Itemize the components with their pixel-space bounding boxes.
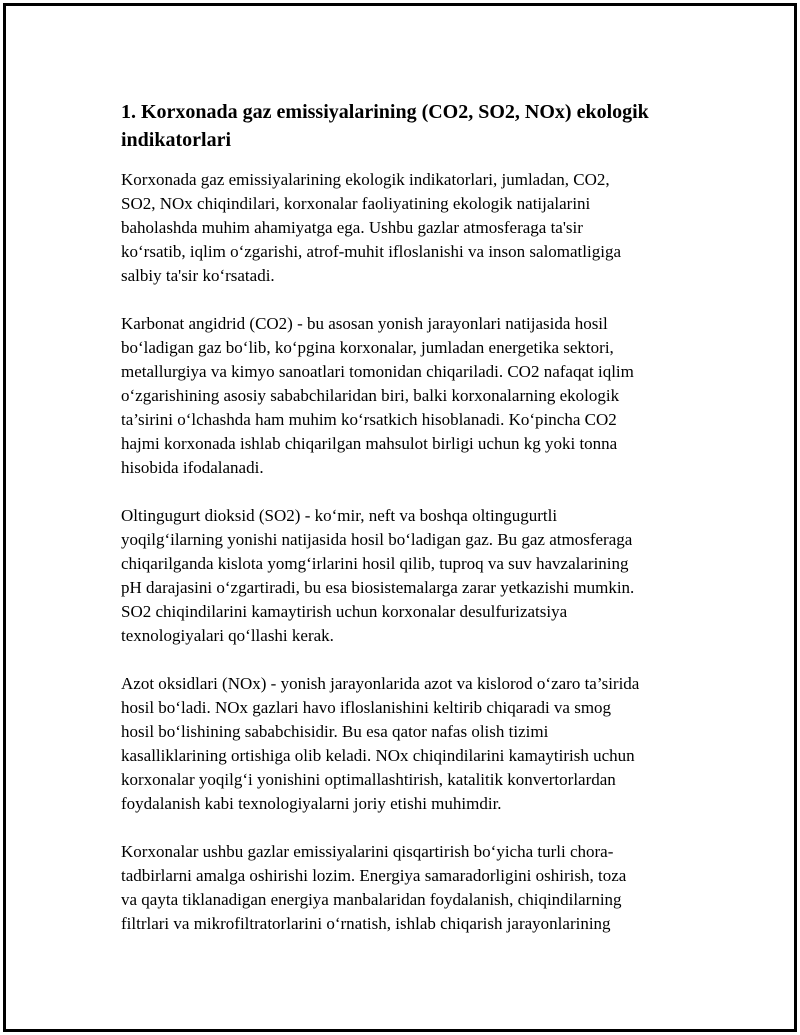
paragraph-intro: Korxonada gaz emissiyalarining ekologik indikatorlari, jumladan, CO2, SO2, NOx chiqindilari, korxonalar faoliyatining ekologik natijalarini baholashda muhim ahamiyatga ega. Ushbu gazlar atmosferaga ta'sir ko‘rsatib, iqlim o‘zgarishi, atrof-muhit ifloslanishi va inson salomatligiga salbiy ta'sir ko‘rsatadi. <box>121 170 621 285</box>
paragraph-measures: Korxonalar ushbu gazlar emissiyalarini qisqartirish bo‘yicha turli chora- tadbirlarni amalga oshirishi lozim. Energiya samaradorligini oshirish, toza va qayta tiklanadigan energiya manbalaridan foydalanish, chiqindilarning filtrlari va mikrofiltratorlarini o‘rnatish, ishlab chiqarish jarayonlarining <box>121 842 627 933</box>
section-heading: 1. Korxonada gaz emissiyalarining (CO2, SO2, NOx) ekologik indikatorlari <box>121 101 649 151</box>
paragraph-co2: Karbonat angidrid (CO2) - bu asosan yonish jarayonlari natijasida hosil bo‘ladigan gaz bo‘lib, ko‘pgina korxonalar, jumladan energetika sektori, metallurgiya va kimyo sanoatlari tomonidan chiqariladi. CO2 nafaqat iqlim o‘zgarishining asosiy sababchilaridan biri, balki korxonalarning ekologik ta’sirini o‘lchashda ham muhim ko‘rsatkich hisoblanadi. Ko‘pincha CO2 hajmi korxonada ishlab chiqarilgan mahsulot birligi uchun kg yoki tonna hisobida ifodalanadi. <box>121 314 634 477</box>
paragraph-so2: Oltingugurt dioksid (SO2) - ko‘mir, neft va boshqa oltingugurtli yoqilg‘ilarning yonishi natijasida hosil bo‘ladigan gaz. Bu gaz atmosferaga chiqarilganda kislota yomg‘irlarini hosil qilib, tuproq va suv havzalarining pH darajasini o‘zgartiradi, bu esa biosistemalarga zarar yetkazishi mumkin. SO2 chiqindilarini kamaytirish uchun korxonalar desulfurizatsiya texnologiyalari qo‘llashi kerak. <box>121 506 635 645</box>
paragraph-nox: Azot oksidlari (NOx) - yonish jarayonlarida azot va kislorod o‘zaro ta’sirida hosil bo‘ladi. NOx gazlari havo ifloslanishini keltirib chiqaradi va smog hosil bo‘lishining sababchisidir. Bu esa qator nafas olish tizimi kasalliklarining ortishiga olib keladi. NOx chiqindilarini kamaytirish uchun korxonalar yoqilg‘i yonishini optimallashtirish, katalitik konvertorlardan foydalanish kabi texnologiyalarni joriy etishi muhimdir. <box>121 674 640 813</box>
document-page <box>3 3 797 1032</box>
document-body <box>121 98 689 960</box>
